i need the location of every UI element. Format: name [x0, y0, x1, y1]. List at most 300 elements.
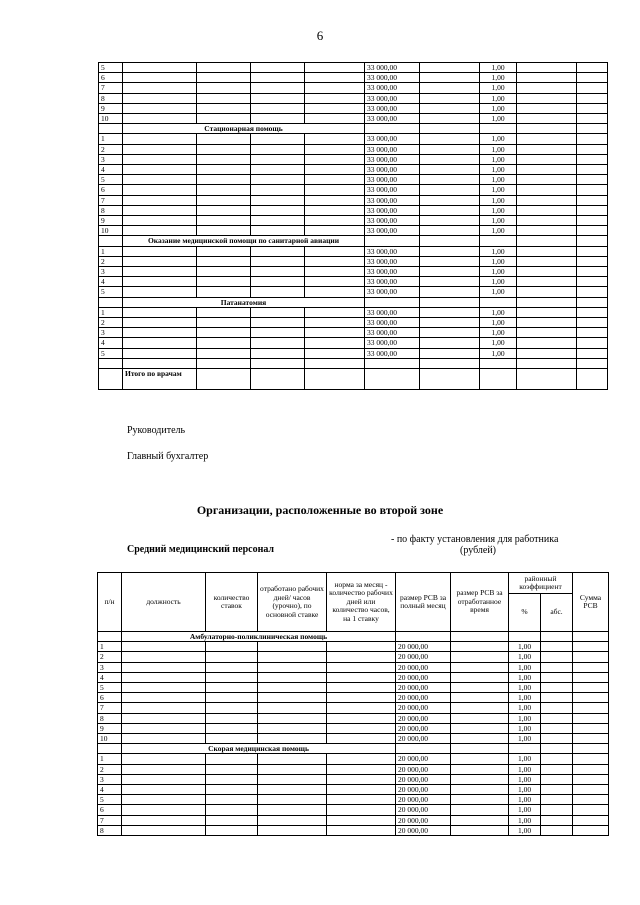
empty-cell [123, 73, 197, 83]
empty-cell [577, 236, 608, 246]
empty-cell [123, 93, 197, 103]
rsv-amount: 33 000,00 [365, 185, 420, 195]
row-number: 9 [99, 216, 123, 226]
empty-cell [577, 328, 608, 338]
empty-cell [573, 683, 609, 693]
row-number: 1 [99, 246, 123, 256]
row-number: 1 [99, 307, 123, 317]
empty-cell [305, 63, 365, 73]
table-row [99, 103, 608, 113]
empty-cell [206, 815, 258, 825]
empty-cell [420, 103, 480, 113]
empty-cell [122, 683, 206, 693]
empty-cell [251, 246, 305, 256]
table-row [99, 246, 608, 256]
empty-cell [251, 185, 305, 195]
empty-cell [123, 175, 197, 185]
blank-row [99, 358, 608, 368]
rsv-amount: 20 000,00 [396, 662, 451, 672]
empty-cell [123, 328, 197, 338]
empty-cell [420, 83, 480, 93]
empty-cell [420, 226, 480, 236]
empty-cell [577, 175, 608, 185]
total-row [99, 369, 608, 390]
coefficient-value: 1,00 [509, 703, 541, 713]
empty-cell [517, 369, 577, 390]
coefficient-value: 1,00 [480, 307, 517, 317]
empty-cell [258, 805, 327, 815]
empty-cell [197, 328, 251, 338]
empty-cell [123, 154, 197, 164]
coefficient-value: 1,00 [480, 63, 517, 73]
staff-category-title: Средний медицинский персонал [127, 544, 275, 555]
empty-cell [251, 134, 305, 144]
table-row [98, 642, 609, 652]
empty-cell [517, 103, 577, 113]
empty-cell [197, 83, 251, 93]
rsv-amount: 20 000,00 [396, 815, 451, 825]
coefficient-value: 1,00 [509, 795, 541, 805]
empty-cell [327, 774, 396, 784]
empty-cell [305, 267, 365, 277]
col-header-number: п/н [98, 573, 122, 632]
coefficient-value: 1,00 [480, 175, 517, 185]
empty-cell [451, 642, 509, 652]
row-number: 6 [98, 693, 122, 703]
empty-cell [197, 93, 251, 103]
empty-cell [305, 226, 365, 236]
empty-cell [251, 307, 305, 317]
coefficient-value: 1,00 [509, 662, 541, 672]
table-row [99, 338, 608, 348]
row-number: 4 [99, 277, 123, 287]
empty-cell [451, 744, 509, 754]
empty-cell [206, 723, 258, 733]
empty-cell [99, 369, 123, 390]
coefficient-value: 1,00 [480, 328, 517, 338]
empty-cell [327, 825, 396, 835]
table-row [98, 795, 609, 805]
coefficient-value: 1,00 [480, 73, 517, 83]
empty-cell [122, 754, 206, 764]
table-row [98, 734, 609, 744]
coefficient-value: 1,00 [509, 734, 541, 744]
coefficient-value: 1,00 [480, 154, 517, 164]
empty-cell [123, 205, 197, 215]
empty-cell [573, 825, 609, 835]
table-row [98, 815, 609, 825]
empty-cell [206, 795, 258, 805]
empty-cell [305, 318, 365, 328]
empty-cell [327, 805, 396, 815]
empty-cell [541, 672, 573, 682]
table-row [98, 693, 609, 703]
empty-cell [573, 785, 609, 795]
empty-cell [577, 277, 608, 287]
section-title: Оказание медицинской помощи по санитарной авиации [123, 236, 365, 246]
empty-cell [123, 338, 197, 348]
empty-cell [577, 83, 608, 93]
table-row [99, 144, 608, 154]
empty-cell [123, 144, 197, 154]
empty-cell [258, 795, 327, 805]
row-number: 9 [98, 723, 122, 733]
table-row [99, 195, 608, 205]
empty-cell [517, 236, 577, 246]
rsv-amount: 33 000,00 [365, 328, 420, 338]
empty-cell [451, 683, 509, 693]
empty-cell [420, 216, 480, 226]
empty-cell [99, 236, 123, 246]
empty-cell [123, 226, 197, 236]
empty-cell [197, 287, 251, 297]
coefficient-value: 1,00 [509, 693, 541, 703]
empty-cell [420, 328, 480, 338]
empty-cell [577, 307, 608, 317]
section-title: Скорая медицинская помощь [122, 744, 396, 754]
rsv-amount: 20 000,00 [396, 672, 451, 682]
coefficient-value: 1,00 [509, 723, 541, 733]
empty-cell [541, 652, 573, 662]
empty-cell [122, 785, 206, 795]
empty-cell [577, 103, 608, 113]
empty-cell [258, 703, 327, 713]
empty-cell [451, 672, 509, 682]
coefficient-value: 1,00 [480, 348, 517, 358]
coefficient-value: 1,00 [509, 805, 541, 815]
coefficient-value: 1,00 [480, 165, 517, 175]
empty-cell [305, 83, 365, 93]
total-label: Итого по врачам [123, 369, 197, 390]
coefficient-value: 1,00 [480, 256, 517, 266]
empty-cell [122, 652, 206, 662]
coefficient-value: 1,00 [509, 754, 541, 764]
empty-cell [451, 785, 509, 795]
empty-cell [123, 114, 197, 124]
empty-cell [206, 805, 258, 815]
empty-cell [573, 795, 609, 805]
empty-cell [122, 642, 206, 652]
empty-cell [420, 134, 480, 144]
coefficient-value: 1,00 [480, 246, 517, 256]
row-number: 4 [98, 785, 122, 795]
empty-cell [122, 764, 206, 774]
table-row [99, 83, 608, 93]
empty-cell [197, 114, 251, 124]
coefficient-value: 1,00 [480, 83, 517, 93]
empty-cell [420, 205, 480, 215]
col-header-worked: отработано рабочих дней/ часов (урочно), по основной ставке [258, 573, 327, 632]
coefficient-value: 1,00 [480, 205, 517, 215]
table-row [98, 672, 609, 682]
empty-cell [577, 124, 608, 134]
empty-cell [577, 63, 608, 73]
empty-cell [577, 93, 608, 103]
empty-cell [123, 63, 197, 73]
row-number: 5 [98, 683, 122, 693]
empty-cell [327, 642, 396, 652]
coefficient-value: 1,00 [509, 683, 541, 693]
rsv-amount: 33 000,00 [365, 307, 420, 317]
empty-cell [573, 693, 609, 703]
rsv-amount: 20 000,00 [396, 734, 451, 744]
empty-cell [206, 785, 258, 795]
empty-cell [541, 713, 573, 723]
empty-cell [258, 723, 327, 733]
rsv-amount: 20 000,00 [396, 642, 451, 652]
coefficient-value: 1,00 [480, 185, 517, 195]
empty-cell [396, 632, 451, 642]
empty-cell [541, 825, 573, 835]
empty-cell [197, 277, 251, 287]
empty-cell [197, 256, 251, 266]
empty-cell [197, 307, 251, 317]
empty-cell [577, 267, 608, 277]
empty-cell [123, 318, 197, 328]
rsv-amount: 33 000,00 [365, 267, 420, 277]
empty-cell [305, 369, 365, 390]
empty-cell [122, 662, 206, 672]
empty-cell [251, 93, 305, 103]
empty-cell [251, 226, 305, 236]
empty-cell [420, 154, 480, 164]
empty-cell [517, 73, 577, 83]
empty-cell [305, 358, 365, 368]
empty-cell [573, 703, 609, 713]
table-row [99, 205, 608, 215]
note-text: - по факту установления для работника [391, 534, 559, 545]
row-number: 6 [99, 73, 123, 83]
empty-cell [451, 632, 509, 642]
empty-cell [573, 754, 609, 764]
coefficient-value: 1,00 [509, 764, 541, 774]
empty-cell [197, 348, 251, 358]
rsv-amount: 20 000,00 [396, 652, 451, 662]
empty-cell [123, 195, 197, 205]
row-number: 2 [98, 764, 122, 774]
rsv-amount: 20 000,00 [396, 693, 451, 703]
table-row [98, 662, 609, 672]
rsv-amount: 33 000,00 [365, 144, 420, 154]
empty-cell [123, 307, 197, 317]
empty-cell [258, 815, 327, 825]
row-number: 3 [98, 662, 122, 672]
empty-cell [517, 328, 577, 338]
empty-cell [541, 693, 573, 703]
empty-cell [327, 672, 396, 682]
empty-cell [123, 256, 197, 266]
empty-cell [251, 103, 305, 113]
empty-cell [517, 175, 577, 185]
col-header-percent: % [509, 594, 541, 632]
empty-cell [577, 216, 608, 226]
empty-cell [123, 348, 197, 358]
empty-cell [251, 205, 305, 215]
empty-cell [197, 318, 251, 328]
empty-cell [541, 764, 573, 774]
empty-cell [122, 713, 206, 723]
empty-cell [573, 805, 609, 815]
rsv-amount: 33 000,00 [365, 114, 420, 124]
rsv-amount: 20 000,00 [396, 754, 451, 764]
rsv-amount: 20 000,00 [396, 774, 451, 784]
empty-cell [517, 165, 577, 175]
empty-cell [99, 358, 123, 368]
empty-cell [251, 267, 305, 277]
empty-cell [573, 815, 609, 825]
empty-cell [305, 103, 365, 113]
section-heading: Организации, расположенные во второй зоне [196, 503, 444, 517]
empty-cell [573, 774, 609, 784]
empty-cell [327, 795, 396, 805]
row-number: 8 [98, 825, 122, 835]
empty-cell [541, 815, 573, 825]
empty-cell [122, 693, 206, 703]
empty-cell [305, 205, 365, 215]
empty-cell [573, 672, 609, 682]
empty-cell [123, 83, 197, 93]
empty-cell [517, 144, 577, 154]
rsv-amount: 20 000,00 [396, 805, 451, 815]
empty-cell [451, 652, 509, 662]
head-signature-label: Руководитель [127, 425, 186, 436]
section-row [98, 744, 609, 754]
row-number: 6 [99, 185, 123, 195]
col-header-abs: абс. [541, 594, 573, 632]
row-number: 8 [99, 93, 123, 103]
coefficient-value: 1,00 [480, 267, 517, 277]
rsv-amount: 33 000,00 [365, 318, 420, 328]
empty-cell [541, 795, 573, 805]
empty-cell [197, 226, 251, 236]
empty-cell [420, 277, 480, 287]
empty-cell [251, 277, 305, 287]
empty-cell [451, 764, 509, 774]
empty-cell [420, 369, 480, 390]
rsv-amount: 33 000,00 [365, 287, 420, 297]
coefficient-value: 1,00 [480, 287, 517, 297]
empty-cell [420, 144, 480, 154]
row-number: 10 [99, 114, 123, 124]
row-number: 5 [98, 795, 122, 805]
empty-cell [98, 632, 122, 642]
empty-cell [122, 825, 206, 835]
empty-cell [99, 297, 123, 307]
empty-cell [122, 774, 206, 784]
coefficient-value: 1,00 [509, 815, 541, 825]
empty-cell [541, 734, 573, 744]
empty-cell [251, 73, 305, 83]
empty-cell [251, 175, 305, 185]
empty-cell [197, 103, 251, 113]
empty-cell [123, 358, 197, 368]
empty-cell [305, 73, 365, 83]
empty-cell [206, 825, 258, 835]
empty-cell [327, 713, 396, 723]
empty-cell [327, 815, 396, 825]
empty-cell [396, 744, 451, 754]
empty-cell [365, 236, 420, 246]
empty-cell [517, 83, 577, 93]
empty-cell [420, 195, 480, 205]
table-row [99, 185, 608, 195]
empty-cell [327, 703, 396, 713]
table-row [99, 165, 608, 175]
rsv-amount: 20 000,00 [396, 764, 451, 774]
row-number: 8 [98, 713, 122, 723]
empty-cell [517, 124, 577, 134]
empty-cell [420, 256, 480, 266]
empty-cell [305, 175, 365, 185]
empty-cell [251, 144, 305, 154]
col-header-rsv-worked: размер РСВ за отработанное время [451, 573, 509, 632]
empty-cell [365, 297, 420, 307]
empty-cell [573, 642, 609, 652]
table-row [99, 328, 608, 338]
empty-cell [258, 764, 327, 774]
row-number: 5 [99, 348, 123, 358]
rsv-amount: 33 000,00 [365, 256, 420, 266]
empty-cell [480, 297, 517, 307]
empty-cell [480, 358, 517, 368]
coefficient-value: 1,00 [480, 134, 517, 144]
empty-cell [451, 723, 509, 733]
empty-cell [206, 642, 258, 652]
table-row [99, 226, 608, 236]
table-row [99, 154, 608, 164]
empty-cell [258, 785, 327, 795]
empty-cell [577, 297, 608, 307]
empty-cell [577, 338, 608, 348]
table-row [98, 703, 609, 713]
empty-cell [305, 348, 365, 358]
empty-cell [197, 134, 251, 144]
empty-cell [122, 805, 206, 815]
empty-cell [258, 672, 327, 682]
empty-cell [258, 683, 327, 693]
empty-cell [123, 134, 197, 144]
row-number: 3 [99, 328, 123, 338]
empty-cell [206, 774, 258, 784]
empty-cell [577, 358, 608, 368]
empty-cell [258, 693, 327, 703]
row-number: 5 [99, 63, 123, 73]
col-header-sum: Сумма РСВ [573, 573, 609, 632]
coefficient-value: 1,00 [509, 713, 541, 723]
empty-cell [206, 703, 258, 713]
rsv-amount: 33 000,00 [365, 205, 420, 215]
empty-cell [251, 348, 305, 358]
row-number: 7 [98, 703, 122, 713]
empty-cell [420, 73, 480, 83]
row-number: 10 [98, 734, 122, 744]
empty-cell [251, 338, 305, 348]
table-row [98, 805, 609, 815]
empty-cell [206, 683, 258, 693]
empty-cell [305, 165, 365, 175]
empty-cell [577, 226, 608, 236]
empty-cell [577, 73, 608, 83]
coefficient-value: 1,00 [509, 672, 541, 682]
rsv-amount: 33 000,00 [365, 277, 420, 287]
empty-cell [573, 713, 609, 723]
section-title: Стационарная помощь [123, 124, 365, 134]
coefficient-value: 1,00 [480, 103, 517, 113]
table-row [98, 683, 609, 693]
rsv-amount: 33 000,00 [365, 216, 420, 226]
empty-cell [541, 642, 573, 652]
empty-cell [251, 63, 305, 73]
